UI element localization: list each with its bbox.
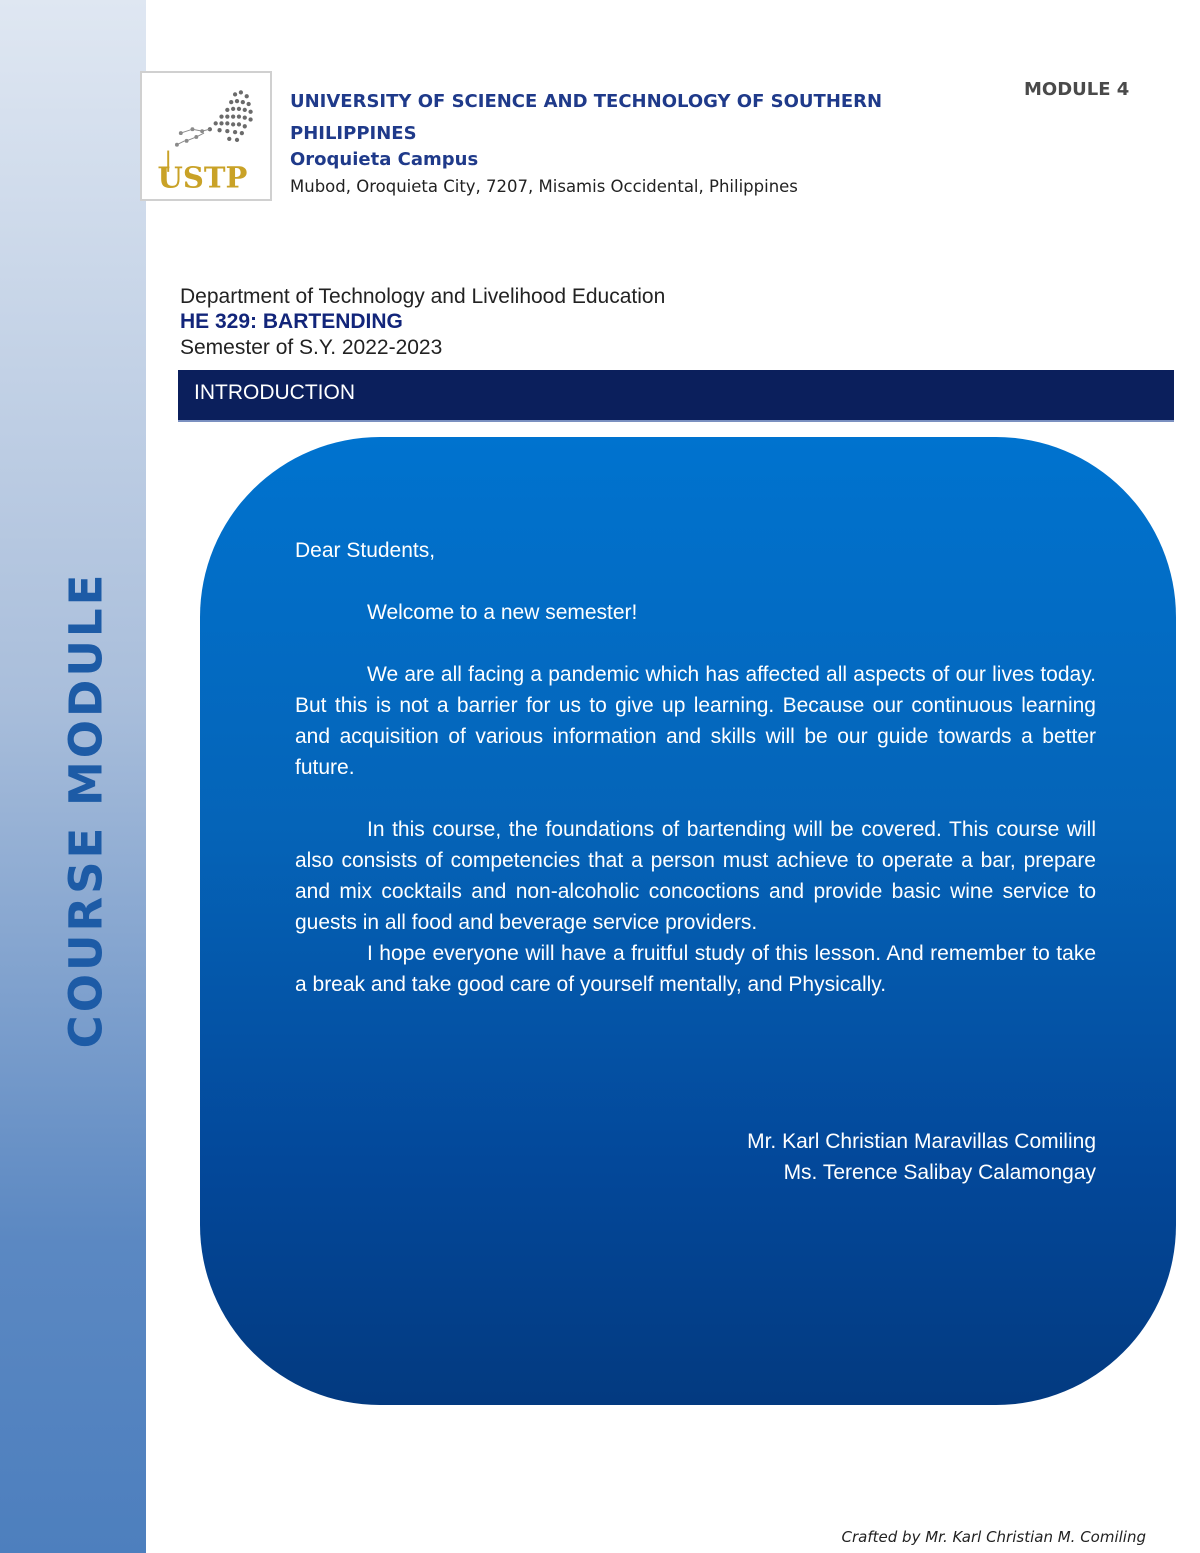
module-number: MODULE 4 xyxy=(1024,79,1130,100)
course-module-label: COURSE MODULE xyxy=(59,571,113,1049)
letter-body xyxy=(295,535,1096,1000)
university-header xyxy=(290,86,930,202)
signatory-1: Mr. Karl Christian Maravillas Comiling xyxy=(747,1130,1096,1153)
letter-paragraph-3: I hope everyone will have a fruitful study of this lesson. And remember to take a break and take good care of yourself mentally, and Physically. xyxy=(295,942,1096,996)
department-name: Department of Technology and Livelihood Education xyxy=(180,285,666,308)
section-title: INTRODUCTION xyxy=(194,381,355,404)
university-name: UNIVERSITY OF SCIENCE AND TECHNOLOGY OF SOUTHERN PHILIPPINES xyxy=(290,91,883,144)
course-info xyxy=(180,285,980,361)
svg-text:USTP: USTP xyxy=(157,160,248,195)
ustp-logo xyxy=(140,71,272,201)
footer-credit: Crafted by Mr. Karl Christian M. Comiling xyxy=(841,1528,1146,1546)
letter-welcome: Welcome to a new semester! xyxy=(367,601,638,624)
signatory-2: Ms. Terence Salibay Calamongay xyxy=(783,1161,1096,1184)
section-header-bar xyxy=(178,370,1174,422)
logo-graphic xyxy=(142,73,270,199)
campus-name: Oroquieta Campus xyxy=(290,149,479,170)
letter-paragraph-1: We are all facing a pandemic which has affected all aspects of our lives today. But this is not a barrier for us to give up learning. Because our continuous learning and acquisition of various information and skills will be our guide towards a better future. xyxy=(295,663,1096,779)
semester: Semester of S.Y. 2022-2023 xyxy=(180,336,443,359)
letter-greeting: Dear Students, xyxy=(295,539,436,562)
course-code: HE 329: BARTENDING xyxy=(180,310,403,333)
signatures xyxy=(747,1126,1096,1188)
campus-address: Mubod, Oroquieta City, 7207, Misamis Occidental, Philippines xyxy=(290,177,798,196)
letter-paragraph-2: In this course, the foundations of bartending will be covered. This course will also consists of competencies that a person must achieve to operate a bar, prepare and mix cocktails and non-alcoholic concoctions and provide basic wine service to guests in all food and beverage service providers. xyxy=(295,818,1096,934)
